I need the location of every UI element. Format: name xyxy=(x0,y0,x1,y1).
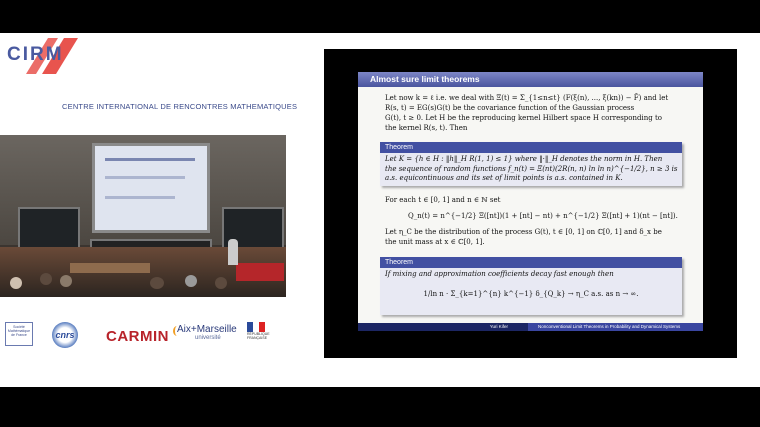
theorem-1-line: Let K = {h ∈ H : ‖h‖_H R(1, 1) ≤ 1} where ‖·‖_H denotes the norm in H. Then xyxy=(385,155,663,163)
slide-after-line: the unit mass at x ∈ ℂ[0, 1]. xyxy=(385,238,485,246)
cirm-subtitle: CENTRE INTERNATIONAL DE RENCONTRES MATHEMATIQUES xyxy=(62,102,298,111)
theorem-1-line: the sequence of random functions f_n(t) = Ξ(nt)(2R(n, n) ln ln n)^{−1/2}, n ≥ 3 is xyxy=(385,164,678,173)
slide-title: Almost sure limit theorems xyxy=(358,72,703,87)
slide-after-line: Let η_C be the distribution of the process G(t), t ∈ [0, 1] on ℂ[0, 1] and δ_x be xyxy=(385,228,662,236)
carmin-logo: CARMIN xyxy=(106,328,169,345)
audience-head xyxy=(40,273,52,285)
slide-equation: Q_n(t) = n^{−1/2} Ξ([nt])(1 + [nt] − nt) + n^{−1/2} Ξ([nt] + 1)(nt − [nt]). xyxy=(408,212,678,220)
video-red-table xyxy=(236,263,284,281)
cnrs-logo: cnrs xyxy=(52,322,78,348)
theorem-2-line: If mixing and approximation coefficients decay fast enough then xyxy=(385,270,614,278)
slide-footer-title: Nonconventional Limit Theorems in Probability and Dynamical Systems xyxy=(528,323,703,331)
theorem-1-head: Theorem xyxy=(380,142,682,153)
slide-footer xyxy=(358,323,703,331)
audience-head xyxy=(10,277,22,289)
lecture-video xyxy=(0,135,286,297)
theorem-1-line: a.s. equicontinuous and its set of limit points is a.s. contained in K. xyxy=(385,174,623,182)
smf-logo: Société Mathématique de France xyxy=(5,322,33,346)
theorem-block-2 xyxy=(380,257,682,315)
republique-francaise-logo xyxy=(247,322,270,348)
amu-logo-main: Aix+Marseille xyxy=(177,324,237,335)
aix-marseille-logo xyxy=(173,324,237,344)
audience-head xyxy=(60,275,72,287)
slide-mid-line: For each t ∈ [0, 1] and n ∈ ℕ set xyxy=(385,196,501,204)
rf-logo-text: RÉPUBLIQUE FRANÇAISE xyxy=(247,332,270,340)
amu-logo-sub: université xyxy=(195,335,221,341)
theorem-2-head: Theorem xyxy=(380,257,682,268)
audience-head xyxy=(185,275,197,287)
theorem-2-formula: 1/ln n · Σ_{k=1}^{n} k^{−1} δ_{Q_k} → η_C a.s. as n → ∞. xyxy=(423,289,639,298)
audience-head xyxy=(215,277,227,289)
cirm-logo-text: CIRM xyxy=(7,44,64,65)
theorem-2-body xyxy=(380,268,682,301)
theorem-block-1 xyxy=(380,142,682,186)
video-speaker xyxy=(228,239,238,265)
slide-footer-author: Yuri Kifer xyxy=(358,323,528,331)
slide xyxy=(358,72,703,329)
theorem-1-body xyxy=(380,153,682,186)
slide-intro-line: Let now k = ℓ i.e. we deal with Ξ(t) = Σ_{1≤n≤t} (F(ξ(n), ..., ξ(kn)) − F̄) and let xyxy=(385,94,669,102)
video-projection-screen xyxy=(92,143,210,233)
slide-intro-line: G(t), t ≥ 0. Let H be the reproducing kernel Hilbert space H corresponding to xyxy=(385,114,662,122)
slide-intro-line: R(s, t) = EG(s)G(t) be the covariance function of the Gaussian process xyxy=(385,104,635,112)
audience-head xyxy=(150,277,164,289)
video-blackboard-left xyxy=(18,207,80,251)
french-flag-icon xyxy=(247,322,265,332)
video-desk xyxy=(70,263,150,273)
slide-intro-line: the kernel R(s, t). Then xyxy=(385,124,468,132)
